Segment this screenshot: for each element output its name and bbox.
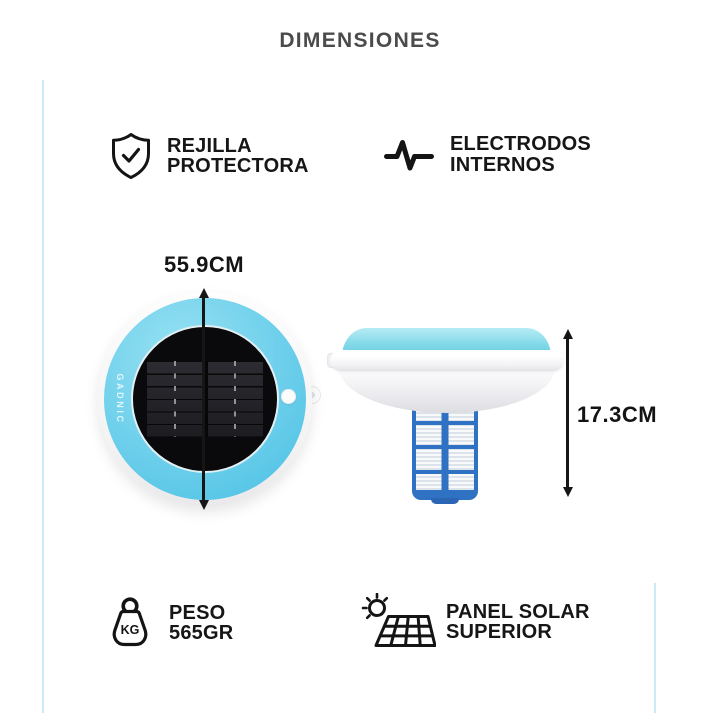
kg-icon-label: KG [120,623,140,637]
feature-text [446,602,590,643]
feature-line-1: PANEL SOLAR [446,600,590,623]
product-top-view [98,292,312,506]
feature-rejilla-protectora [110,131,309,181]
panel-busbar [174,361,176,437]
feature-line-2: 565GR [169,622,234,644]
feature-line-2: SUPERIOR [446,621,553,643]
pulse-icon [384,135,434,175]
width-dimension-arrow [202,297,205,501]
left-edge-artifact [42,80,44,713]
feature-line-1: ELECTRODOS [450,133,591,155]
feature-panel-solar-superior [360,593,590,651]
feature-line-1: PESO [169,601,226,624]
feature-text [169,603,233,644]
solar-panel-sun-icon [360,593,436,651]
height-dimension-label: 17.3CM [577,402,658,427]
feature-line-2: PROTECTORA [167,155,309,177]
width-dimension-label: 55.9CM [164,252,245,277]
product-side-view [330,326,570,512]
height-dimension-arrow [566,338,569,488]
solar-panel [147,361,263,437]
feature-text [167,136,309,177]
sensor-dot [281,389,296,404]
solar-panel-window [131,325,279,473]
device-rim [330,350,564,371]
page-title: DIMENSIONES [279,29,441,52]
panel-busbar [234,361,236,437]
feature-line-2: INTERNOS [450,153,555,176]
right-edge-artifact [654,583,656,713]
shield-check-icon [110,131,152,181]
brand-label: GADNIC [115,373,125,425]
feature-text [450,134,591,175]
feature-electrodos-internos [384,134,591,175]
feature-line-1: REJILLA [167,134,252,157]
basket-foot [431,498,459,504]
weight-kg-icon [107,596,153,650]
feature-peso [107,596,233,650]
